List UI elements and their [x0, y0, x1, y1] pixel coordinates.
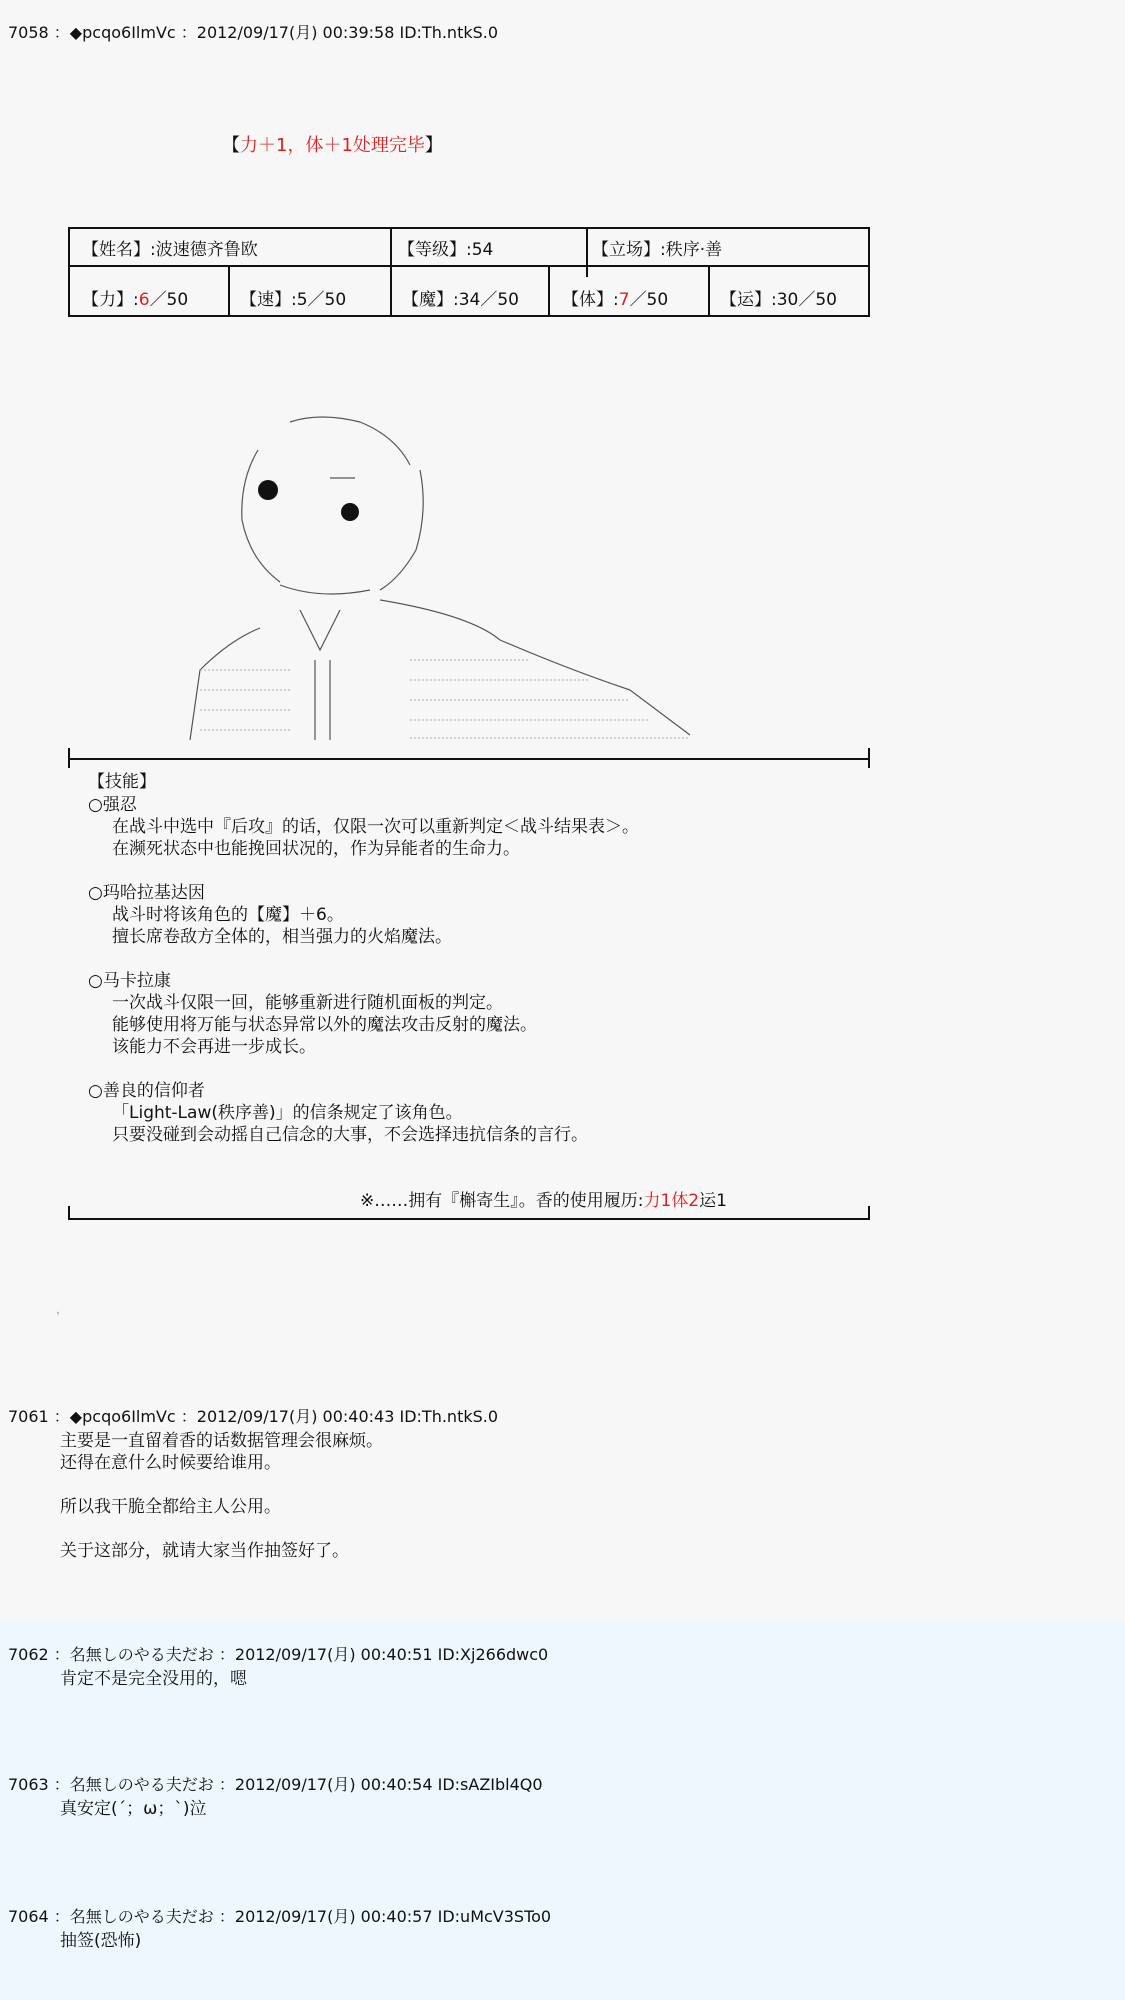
- history-strength: 力1: [643, 1191, 672, 1211]
- post-7063-line: 真安定(´；ω；`)泣: [60, 1799, 207, 1819]
- stat-magic: 【魔】:34／50: [402, 290, 519, 310]
- sheet-line-mid: [68, 265, 870, 267]
- aa-eye-right: [341, 503, 359, 521]
- history-luck: 运1: [699, 1191, 727, 1211]
- item-history-label: ※……拥有『槲寄生』。香的使用履历:: [360, 1191, 644, 1211]
- item-history: [360, 1186, 727, 1211]
- aa-tie: [315, 660, 330, 740]
- stray-mark: ，: [56, 1302, 69, 1316]
- sheet-vline: [68, 265, 70, 315]
- skill-desc: 只要没碰到会动摇自己信念的大事，不会选择违抗信条的言行。: [112, 1125, 588, 1145]
- post-7061-line: 主要是一直留着香的话数据管理会很麻烦。: [60, 1431, 383, 1451]
- aa-head-top: [290, 417, 410, 465]
- skills-vline: [68, 748, 70, 768]
- notice-bracket-close: 】: [424, 135, 443, 156]
- post-header-7062: 7062 ：名無しのやる夫だお ：2012/09/17(月) 00:40:51 ID:Xj266dwc0: [8, 1645, 549, 1664]
- post-header-7063: 7063 ：名無しのやる夫だお ：2012/09/17(月) 00:40:54 ID:sAZIbl4Q0: [8, 1775, 543, 1794]
- post-7061-line: 关于这部分，就请大家当作抽签好了。: [60, 1541, 349, 1561]
- history-vitality: 体2: [671, 1191, 700, 1211]
- stat-vitality-max: ／50: [629, 290, 669, 310]
- stat-stance: 【立场】:秩序·善: [592, 240, 723, 260]
- stat-vitality-value: 7: [618, 290, 630, 310]
- skill-desc: 「Light-Law(秩序善)」的信条规定了该角色。: [112, 1103, 463, 1123]
- stat-name: 【姓名】:波速德齐鲁欧: [82, 240, 258, 260]
- aa-jacket-left: [200, 670, 290, 730]
- aa-collar: [300, 610, 340, 650]
- aa-eye-left: [258, 480, 278, 500]
- update-notice: [222, 131, 443, 157]
- skill-desc: 能够使用将万能与状态异常以外的魔法攻击反射的魔法。: [112, 1015, 537, 1035]
- aa-shoulder-left: [190, 628, 260, 740]
- sheet-vline: [708, 265, 710, 315]
- skill-desc: 一次战斗仅限一回，能够重新进行随机面板的判定。: [112, 993, 503, 1013]
- ascii-art-character: [170, 410, 710, 750]
- stat-speed: 【速】:5／50: [240, 290, 347, 310]
- notice-text: 力＋1，体＋1处理完毕: [240, 135, 425, 156]
- skills-line-top: [68, 758, 870, 760]
- stat-vitality-label: 【体】:: [562, 290, 619, 310]
- sheet-vline: [548, 265, 550, 315]
- aa-chin: [280, 585, 370, 594]
- skills-vline: [868, 1206, 870, 1220]
- aa-cape: [500, 640, 690, 735]
- skill-title: ○强忍: [88, 795, 137, 815]
- sheet-vline: [390, 265, 392, 315]
- skill-desc: 擅长席卷敌方全体的，相当强力的火焰魔法。: [112, 927, 452, 947]
- post-7062-line: 肯定不是完全没用的，嗯: [60, 1669, 247, 1689]
- aa-jacket-right: [410, 660, 690, 738]
- sheet-vline: [586, 227, 588, 277]
- post-header-7058: 7058 ：◆pcqo6IlmVc ：2012/09/17(月) 00:39:58 ID:Th.ntkS.0: [8, 23, 499, 42]
- sheet-line-top: [68, 227, 870, 229]
- aa-shoulder-right: [380, 600, 500, 640]
- skills-line-bottom: [68, 1218, 870, 1220]
- stat-vitality: [562, 285, 668, 310]
- skill-title: ○善良的信仰者: [88, 1081, 205, 1101]
- aa-head-right: [380, 470, 423, 590]
- skills-vline: [68, 1206, 70, 1220]
- skill-title: ○马卡拉康: [88, 971, 171, 991]
- skill-desc: 在濒死状态中也能挽回状况的，作为异能者的生命力。: [112, 839, 520, 859]
- skills-vline: [868, 748, 870, 768]
- sheet-line-bottom: [68, 315, 870, 317]
- post-7061-line: 所以我干脆全都给主人公用。: [60, 1497, 281, 1517]
- stat-level: 【等级】:54: [398, 240, 494, 260]
- sheet-vline: [228, 265, 230, 315]
- stat-strength: [82, 285, 188, 310]
- notice-bracket-open: 【: [222, 135, 240, 156]
- aa-head-left: [242, 450, 280, 582]
- post-header-7061: 7061 ：◆pcqo6IlmVc ：2012/09/17(月) 00:40:43 ID:Th.ntkS.0: [8, 1407, 499, 1426]
- stat-luck: 【运】:30／50: [720, 290, 837, 310]
- skill-desc: 战斗时将该角色的【魔】＋6。: [112, 905, 344, 925]
- skills-heading: 【技能】: [88, 772, 156, 792]
- stat-strength-label: 【力】:: [82, 290, 139, 310]
- stat-strength-max: ／50: [149, 290, 189, 310]
- post-7061-line: 还得在意什么时候要给谁用。: [60, 1453, 281, 1473]
- post-header-7064: 7064 ：名無しのやる夫だお ：2012/09/17(月) 00:40:57 ID:uMcV3STo0: [8, 1907, 552, 1926]
- post-7064-line: 抽签(恐怖): [60, 1931, 142, 1951]
- skill-desc: 该能力不会再进一步成长。: [112, 1037, 316, 1057]
- stat-strength-value: 6: [138, 290, 150, 310]
- sheet-vline: [868, 265, 870, 315]
- skill-title: ○玛哈拉基达因: [88, 883, 205, 903]
- skill-desc: 在战斗中选中『后攻』的话，仅限一次可以重新判定＜战斗结果表＞。: [112, 817, 639, 837]
